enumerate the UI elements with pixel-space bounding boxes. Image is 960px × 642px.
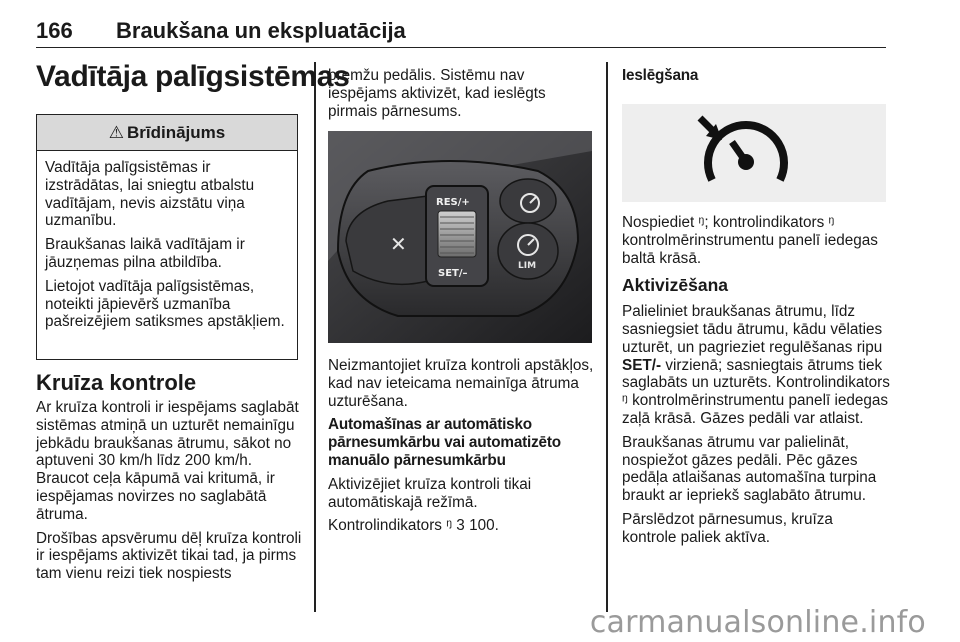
cruise-indicator-icon: ᵑ xyxy=(622,392,628,410)
cruise-text-col2 xyxy=(328,67,596,126)
svg-text:RES/+: RES/+ xyxy=(436,197,470,208)
accelerate-paragraph: Braukšanas ātrumu var palielināt, nospiežot gāzes pedāli. Pēc gāzes pedāļa atlaišanas automašīna turpina braukt ar iepriekš saglabāto ātrumu. xyxy=(622,433,877,505)
right-text xyxy=(622,214,890,553)
cruise-control-heading: Kruīza kontrole xyxy=(36,370,197,395)
activation-paragraph: Palieliniet braukšanas ātrumu, līdz sasniegsiet tādu ātrumu, kādu vēlaties uzturēt, un pagrieziet regulēšanas ripu SET/- virzienā; sasniegtais ātrums tiek saglabāts un uzturēts. Kontrolindikators ᵑ kontrolmērinstrumentu panelī iedegas zaļā krāsā. Gāzes pedāli var atlaist. xyxy=(622,303,890,427)
switch-on-heading-block xyxy=(622,67,888,85)
page-header xyxy=(36,14,886,48)
column-divider-1 xyxy=(314,62,316,612)
svg-text:SET/–: SET/– xyxy=(438,268,468,279)
middle-text xyxy=(328,357,596,541)
cruise-paragraph-2b: bremžu pedālis. Sistēmu nav iespējams aktivizēt, kad ieslēgts pirmais pārnesums. xyxy=(328,67,546,120)
indicator-reference: Kontrolindikators ᵑ 3 100. xyxy=(328,517,499,535)
cruise-control-icon xyxy=(622,104,886,202)
warning-title: Brīdinājums xyxy=(127,122,226,142)
gear-change-paragraph: Pārslēdzot pārnesumus, kruīza kontrole paliek aktīva. xyxy=(622,510,833,546)
cruise-indicator-icon: ᵑ xyxy=(698,214,705,231)
switch-on-paragraph: Nospiediet ᵑ; kontrolindikators ᵑ kontrolmērinstrumentu panelī iedegas baltā krāsā. xyxy=(622,214,878,267)
warning-paragraph: Vadītāja palīgsistēmas ir izstrādātas, lai sniegtu atbalstu vadītājam, nevis aizstātu viņa uzmanību. xyxy=(45,159,255,230)
cruise-indicator-icon: ᵑ xyxy=(446,517,453,535)
cruise-text-col1 xyxy=(36,399,302,589)
steering-wheel-controls-photo xyxy=(328,131,592,343)
svg-text:✕: ✕ xyxy=(390,232,407,256)
column-divider-2 xyxy=(606,62,608,612)
switch-on-heading: Ieslēgšana xyxy=(622,67,699,84)
section-title: Vadītāja palīgsistēmas xyxy=(36,60,350,93)
steering-control-illustration xyxy=(328,131,592,343)
cruise-paragraph-1: Ar kruīza kontroli ir iespējams saglabāt sistēmas atmiņā un uzturēt nemainīgu jebkādu braukšanas ātrumu, sākot no aptuveni 30 km/h līdz 200 km/h. Braucot ceļa kāpumā vai kritumā, ir iespējamas novirzes no saglabātā ātruma. xyxy=(36,399,299,523)
middle-paragraph-2: Aktivizējiet kruīza kontroli tikai automātiskajā režīmā. xyxy=(328,475,532,511)
warning-paragraph: Braukšanas laikā vadītājam ir jāuzņemas pilna atbildība. xyxy=(45,236,245,271)
page-ref-arrow-icon: 3 xyxy=(456,517,465,535)
warning-header xyxy=(37,115,297,151)
svg-text:LIM: LIM xyxy=(518,261,537,271)
warning-triangle-icon: ⚠ xyxy=(108,122,124,142)
warning-box xyxy=(36,114,298,360)
chapter-title: Braukšana un ekspluatācija xyxy=(116,18,406,43)
page-number: 166 xyxy=(36,18,73,43)
warning-paragraph: Lietojot vadītāja palīgsistēmas, noteikti jāpievērš uzmanība pašreizējiem satiksmes apstākļiem. xyxy=(45,277,285,331)
transmission-subheading: Automašīnas ar automātisko pārnesumkārbu vai automatizēto manuālo pārnesumkārbu xyxy=(328,416,561,469)
cruise-indicator-icon: ᵑ xyxy=(828,214,835,231)
middle-paragraph-1: Neizmantojiet kruīza kontroli apstākļos, kad nav ieteicama nemainīga ātruma uzturēšana. xyxy=(328,357,594,410)
speedometer-symbol xyxy=(622,104,886,202)
watermark: carmanualsonline.info xyxy=(589,605,926,640)
activation-heading: Aktivizēšana xyxy=(622,275,729,296)
cruise-paragraph-2a: Drošības apsvērumu dēļ kruīza kontroli ir iespējams aktivizēt tikai tad, ja pirms tam vienu reizi tiek nospiests xyxy=(36,529,302,583)
